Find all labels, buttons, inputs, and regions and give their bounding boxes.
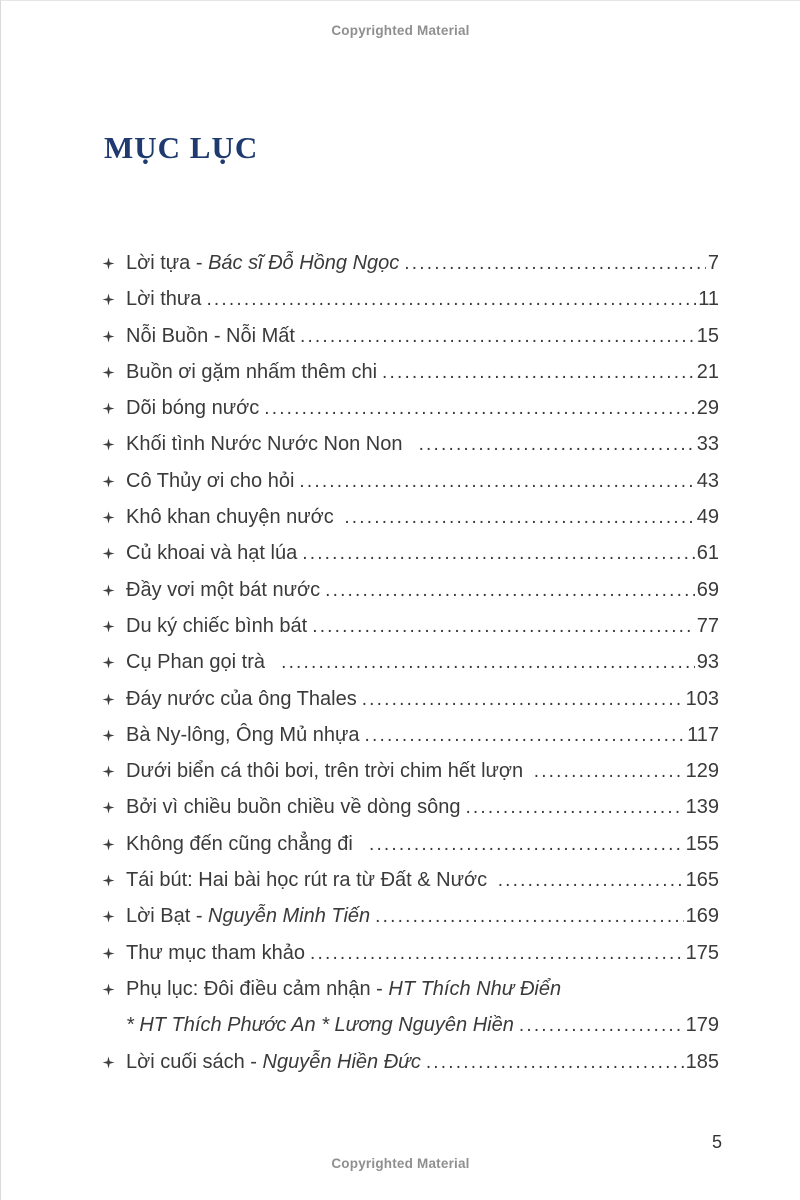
toc-entry-page-number: 69 [696, 578, 719, 601]
toc-entry-title: Bởi vì chiều buồn chiều về dòng sông [126, 796, 461, 819]
star-bullet-icon [102, 760, 126, 783]
toc-row [102, 288, 719, 324]
dot-leader [344, 507, 694, 529]
dot-leader [310, 943, 684, 965]
toc-row [102, 760, 719, 796]
toc-entry-page-number: 49 [696, 506, 719, 529]
toc-row [102, 397, 719, 433]
star-bullet-icon [102, 579, 126, 602]
toc-entry-title-italic: Bác sĩ Đỗ Hồng Ngọc [208, 252, 400, 274]
toc-entry-page-number: 129 [685, 760, 719, 783]
toc-entry-page-number: 77 [696, 614, 719, 637]
dot-leader [300, 326, 695, 348]
toc-entry-title: Thư mục tham khảo [126, 941, 306, 964]
dot-leader [362, 689, 684, 711]
toc-entry-title-italic: HT Thích Như Điển [388, 977, 562, 1000]
star-bullet-icon [102, 615, 126, 638]
dot-leader [382, 362, 695, 384]
dot-leader [206, 289, 696, 311]
star-bullet-icon [102, 542, 126, 565]
toc-entry-page-number: 15 [696, 324, 719, 347]
toc-row [102, 1051, 719, 1087]
toc-row [102, 1014, 719, 1050]
dot-leader [264, 398, 695, 420]
dot-leader [299, 471, 694, 493]
star-bullet-icon [102, 688, 126, 711]
toc-entry-page-number: 33 [696, 433, 719, 456]
toc-entry-title: Dõi bóng nước [126, 397, 260, 420]
star-bullet-icon [102, 470, 126, 493]
toc-entry-page-number: 179 [685, 1014, 719, 1037]
star-bullet-icon [102, 1051, 126, 1074]
toc-entry-title: Bà Ny-lông, Ông Mủ nhựa [126, 723, 360, 746]
star-bullet-icon [102, 252, 126, 275]
dot-leader [365, 725, 686, 747]
toc-entry-page-number: 93 [696, 651, 719, 674]
toc-entry-page-number: 185 [685, 1050, 719, 1073]
star-bullet-icon [102, 905, 126, 928]
toc-entry-page-number: 139 [685, 796, 719, 819]
toc-entry-title-italic: * HT Thích Phước An * Lương Nguyên Hiền [126, 1014, 514, 1037]
toc-entry-title: Buồn ơi gặm nhấm thêm chi [126, 360, 378, 383]
toc-row [102, 724, 719, 760]
toc-row [102, 942, 719, 978]
toc-entry-page-number: 29 [696, 397, 719, 420]
dot-leader [419, 434, 695, 456]
toc-entry-title-italic: Nguyễn Minh Tiến [208, 905, 371, 928]
toc-row [102, 796, 719, 832]
toc-row [102, 252, 719, 288]
toc-entry-page-number: 103 [685, 687, 719, 710]
toc-row [102, 905, 719, 941]
toc-row [102, 688, 719, 724]
toc-entry-title: Nỗi Buồn - Nỗi Mất [126, 324, 295, 347]
dot-leader [281, 652, 695, 674]
dot-leader [369, 834, 684, 856]
toc-row [102, 869, 719, 905]
toc-entry-title: Lời cuối sách - [126, 1050, 263, 1073]
toc-row [102, 542, 719, 578]
star-bullet-icon [102, 506, 126, 529]
toc-entry-title: Không đến cũng chẳng đi [126, 832, 364, 855]
star-bullet-icon [102, 288, 126, 311]
bottom-watermark: Copyrighted Material [331, 1156, 470, 1171]
toc-entry-title-italic: Nguyễn Hiền Đức [262, 1050, 421, 1073]
toc-row [102, 833, 719, 869]
toc-entry-page-number: 43 [696, 469, 719, 492]
toc-entry-page-number: 7 [707, 252, 719, 274]
folio-page-number: 5 [711, 1132, 722, 1152]
star-bullet-icon [102, 833, 126, 856]
toc-row [102, 579, 719, 615]
toc-entry-title: Củ khoai và hạt lúa [126, 542, 298, 565]
dot-leader [426, 1052, 684, 1074]
toc-entry-page-number: 169 [685, 905, 719, 928]
dot-leader [465, 797, 683, 819]
toc-row [102, 433, 719, 469]
toc-entry-title: Cụ Phan gọi trà [126, 651, 277, 674]
star-bullet-icon [102, 433, 126, 456]
star-bullet-icon [102, 397, 126, 420]
star-bullet-icon [102, 361, 126, 384]
page-title: MỤC LỤC [104, 130, 259, 165]
star-bullet-icon [102, 796, 126, 819]
star-bullet-icon [102, 942, 126, 965]
toc-entry-title: Khối tình Nước Nước Non Non [126, 433, 414, 456]
star-bullet-icon [102, 325, 126, 348]
toc-entry-page-number: 61 [696, 542, 719, 565]
dot-leader [519, 1015, 684, 1037]
toc-entry-title: Cô Thủy ơi cho hỏi [126, 469, 295, 492]
toc-entry-title: Lời tựa - [126, 252, 209, 274]
dot-leader [404, 253, 706, 275]
toc-entry-title: Khô khan chuyện nước [126, 506, 340, 529]
toc-row [102, 978, 719, 1014]
star-bullet-icon [102, 869, 126, 892]
toc-row [102, 651, 719, 687]
toc-entry-title: Du ký chiếc bình bát [126, 614, 308, 637]
toc-entry-title: Dưới biển cá thôi bơi, trên trời chim hết lượn [126, 760, 529, 783]
star-bullet-icon [102, 651, 126, 674]
toc-entry-page-number: 165 [685, 869, 719, 892]
toc-entry-title: Đáy nước của ông Thales [126, 687, 357, 710]
toc-entry-title: Tái bút: Hai bài học rút ra từ Đất & Nước [126, 869, 493, 892]
toc-row [102, 325, 719, 361]
toc-entry-title: Đầy vơi một bát nước [126, 578, 321, 601]
top-watermark: Copyrighted Material [331, 23, 470, 38]
star-bullet-icon [102, 724, 126, 747]
toc-entry-title: Lời Bạt - [126, 905, 209, 928]
dot-leader [325, 580, 695, 602]
toc-entry-page-number: 21 [696, 360, 719, 383]
toc-row [102, 506, 719, 542]
toc-entry-page-number: 117 [687, 723, 719, 746]
toc-row [102, 361, 719, 397]
toc-entry-page-number: 11 [698, 288, 719, 311]
dot-leader [534, 761, 684, 783]
toc-list [102, 252, 719, 1087]
toc-entry-page-number: 175 [685, 941, 719, 964]
toc-row [102, 615, 719, 651]
dot-leader [302, 543, 695, 565]
toc-row [102, 470, 719, 506]
dot-leader [375, 906, 683, 928]
toc-entry-title: Lời thưa [126, 288, 202, 311]
toc-entry-title: Phụ lục: Đôi điều cảm nhận - [126, 977, 389, 1000]
dot-leader [312, 616, 695, 638]
toc-entry-page-number: 155 [685, 832, 719, 855]
star-bullet-icon [102, 978, 126, 1001]
dot-leader [498, 870, 684, 892]
